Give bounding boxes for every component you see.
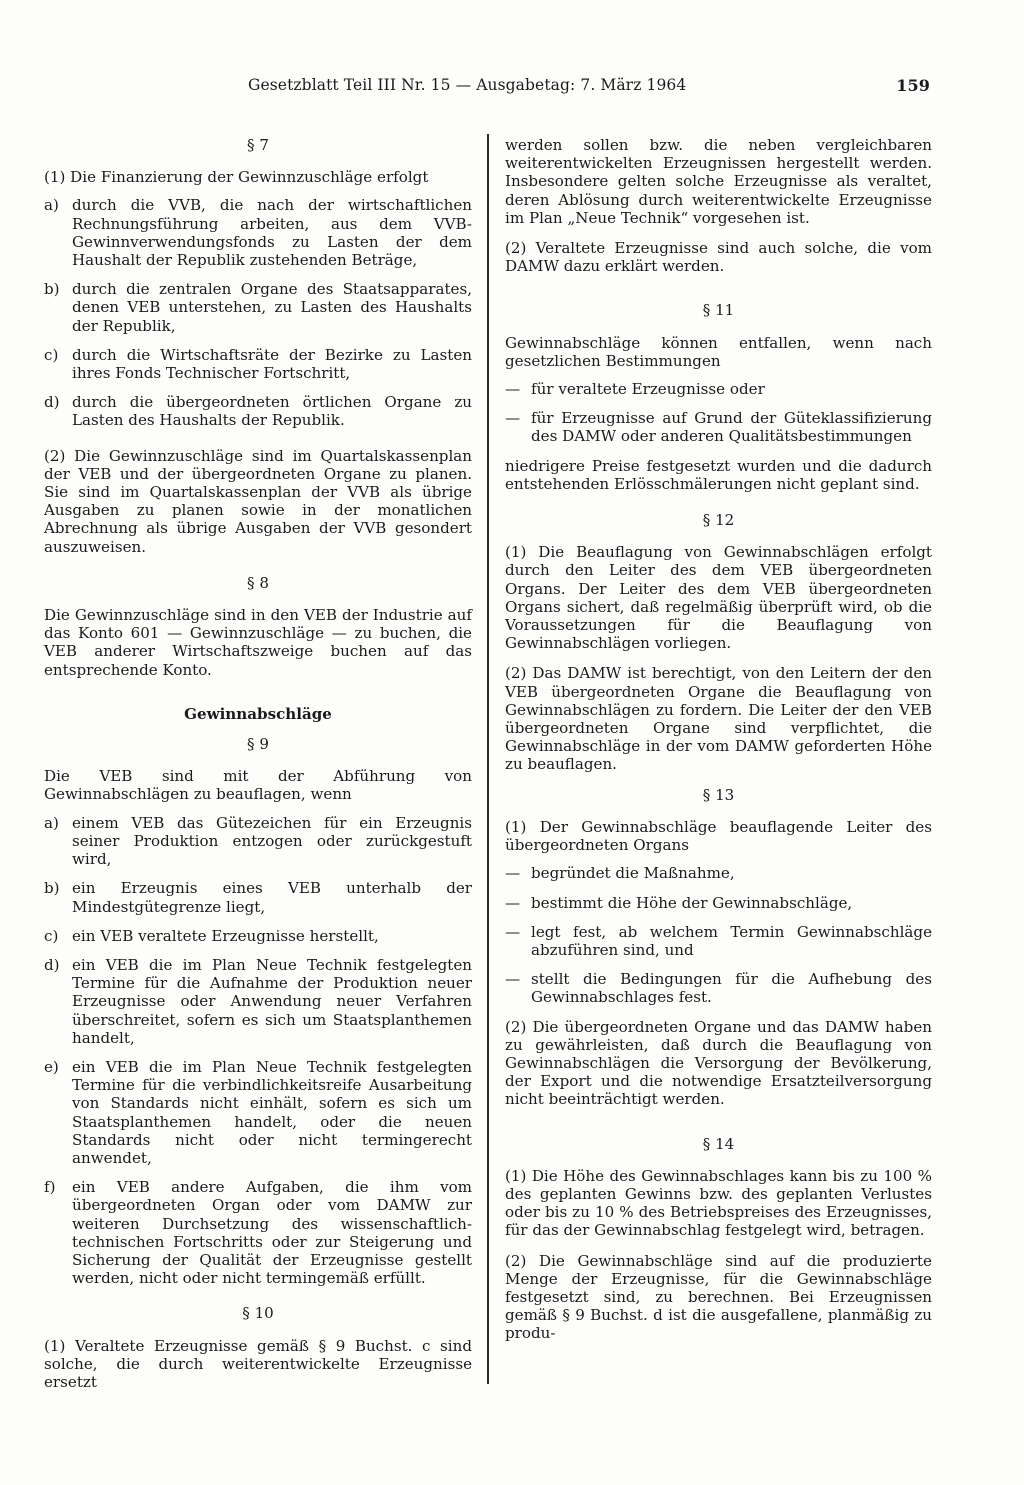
list-label: — bbox=[505, 893, 521, 912]
list-text: ein Erzeugnis eines VEB unterhalb der Mindestgütegrenze liegt, bbox=[72, 879, 472, 916]
paragraph: (2) Das DAMW ist berechtigt, von den Leitern der den VEB übergeordneten Organe die Beauflagung von Gewinnabschlägen zu fordern. Die Leiter der den VEB übergeordneten Organe sind verpflichtet, die Gewinnabschläge in der vom DAMW geforderten Höhe zu beauflagen. bbox=[505, 664, 932, 774]
list-text: begründet die Maßnahme, bbox=[531, 864, 735, 883]
list-label: — bbox=[505, 970, 521, 989]
list-item bbox=[505, 894, 932, 912]
list-text: legt fest, ab welchem Termin Gewinnabschläge abzuführen sind, und bbox=[531, 922, 932, 959]
list-text: für Erzeugnisse auf Grund der Güteklassifizierung des DAMW oder anderen Qualitätsbestimmungen bbox=[531, 409, 932, 446]
paragraph: niedrigere Preise festgesetzt wurden und die dadurch entstehenden Erlösschmälerungen nicht geplant sind. bbox=[505, 456, 932, 493]
list-text: ein VEB die im Plan Neue Technik festgelegten Termine für die verbindlichkeitsreife Ausarbeitung von Standards nicht einhält, sofern es sich um Staatsplanthemen handelt, oder die neuen Standards nicht oder nicht termingerecht anwendet, bbox=[72, 1057, 472, 1167]
section-heading-11: § 11 bbox=[702, 301, 735, 320]
list-item bbox=[44, 1178, 472, 1287]
column-divider bbox=[487, 134, 489, 1384]
list-label: a) bbox=[44, 196, 59, 215]
paragraph: (1) Veraltete Erzeugnisse gemäß § 9 Buchst. c sind solche, die durch weiterentwickelte Erzeugnisse ersetzt bbox=[44, 1336, 472, 1391]
paragraph: (1) Die Finanzierung der Gewinnzuschläge erfolgt bbox=[44, 168, 429, 187]
page-number: 159 bbox=[896, 76, 930, 95]
section-heading-9: § 9 bbox=[247, 735, 269, 754]
list-item bbox=[44, 956, 472, 1047]
paragraph: (2) Die Gewinnabschläge sind auf die produzierte Menge der Erzeugnisse, für die Gewinnabschläge festgesetzt sind, zu berechnen. Bei Erzeugnissen gemäß § 9 Buchst. d ist die ausgefallene, planmäßig zu produ- bbox=[505, 1251, 932, 1343]
list-item bbox=[44, 196, 472, 269]
list-text: durch die übergeordneten örtlichen Organe zu Lasten des Haushalts der Republik. bbox=[72, 393, 472, 430]
paragraph: (2) Die Gewinnzuschläge sind im Quartalskassenplan der VEB und der übergeordneten Organe zu planen. Sie sind im Quartalskassenplan der VVB als übrige Ausgaben zu planen sowie in der monatlichen Abrechnung als übrige Ausgaben der VVB gesondert auszuweisen. bbox=[44, 446, 472, 556]
list-item bbox=[44, 346, 472, 382]
section-heading-7: § 7 bbox=[247, 136, 269, 154]
list-text: durch die VVB, die nach der wirtschaftlichen Rechnungsführung arbeiten, aus dem VVB-Gewinnverwendungsfonds zu Lasten der dem Haushalt der Republik zustehenden Beträge, bbox=[72, 196, 472, 270]
section-heading-8: § 8 bbox=[247, 573, 269, 592]
list-label: f) bbox=[44, 1178, 56, 1197]
list-item bbox=[505, 409, 932, 445]
list-label: — bbox=[505, 409, 521, 428]
list-item bbox=[505, 970, 932, 1006]
list-item bbox=[44, 814, 472, 869]
list-item bbox=[44, 927, 472, 945]
list-label: b) bbox=[44, 280, 60, 299]
paragraph: (1) Die Beauflagung von Gewinnabschlägen erfolgt durch den Leiter des dem VEB übergeordneten Organs. Der Leiter des dem VEB übergeordneten Organs sichert, daß regelmäßig überprüft wird, ob die Voraussetzungen für die Beauflagung von Gewinnabschlägen vorliegen. bbox=[505, 543, 932, 653]
header-title: Gesetzblatt Teil III Nr. 15 — Ausgabetag: 7. März 1964 bbox=[248, 76, 687, 94]
list-item bbox=[505, 380, 932, 398]
paragraph: (1) Die Höhe des Gewinnabschlages kann bis zu 100 % des geplanten Gewinns bzw. des geplanten Verlustes oder bis zu 10 % des Betriebspreises des Erzeugnisses, für das der Gewinnabschlag festgelegt wird, betragen. bbox=[505, 1166, 932, 1240]
list-label: — bbox=[505, 864, 521, 883]
list-item bbox=[44, 280, 472, 335]
list-text: stellt die Bedingungen für die Aufhebung des Gewinnabschlages fest. bbox=[531, 970, 932, 1007]
list-label: — bbox=[505, 922, 521, 941]
paragraph: Die Gewinnzuschläge sind in den VEB der Industrie auf das Konto 601 — Gewinnzuschläge — zu buchen, die VEB anderer Wirtschaftszweige buchen auf das entsprechende Konto. bbox=[44, 606, 472, 679]
list-text: bestimmt die Höhe der Gewinnabschläge, bbox=[531, 893, 853, 912]
paragraph: Die VEB sind mit der Abführung von Gewinnabschlägen zu beauflagen, wenn bbox=[44, 767, 472, 804]
list-item bbox=[44, 393, 472, 429]
left-column bbox=[44, 136, 472, 1403]
list-label: c) bbox=[44, 926, 59, 945]
list-item bbox=[44, 1058, 472, 1167]
list-text: durch die zentralen Organe des Staatsapparates, denen VEB unterstehen, zu Lasten des Haushalts der Republik, bbox=[72, 280, 472, 335]
section-heading-12: § 12 bbox=[702, 511, 735, 530]
right-column bbox=[505, 136, 932, 1355]
paragraph: werden sollen bzw. die neben vergleichbaren weiterentwickelten Erzeugnissen hergestellt werden. Insbesondere gelten solche Erzeugnisse als veraltet, deren Ablösung durch weiterentwickelte Erzeugnisse im Plan „Neue Technik“ vorgesehen ist. bbox=[505, 136, 932, 227]
section-heading-14: § 14 bbox=[702, 1134, 735, 1153]
list-text: ein VEB die im Plan Neue Technik festgelegten Termine für die Aufnahme der Produktion neuer Erzeugnisse oder Anwendung neuer Verfahren überschreitet, sofern es sich um Staatsplanthemen handelt, bbox=[72, 955, 472, 1047]
list-label: d) bbox=[44, 393, 60, 412]
list-label: a) bbox=[44, 813, 59, 832]
section-heading-10: § 10 bbox=[242, 1304, 274, 1323]
list-item bbox=[505, 864, 932, 882]
list-label: e) bbox=[44, 1057, 59, 1076]
list-label: c) bbox=[44, 345, 59, 364]
paragraph: Gewinnabschläge können entfallen, wenn nach gesetzlichen Bestimmungen bbox=[505, 333, 932, 370]
list-text: ein VEB veraltete Erzeugnisse herstellt, bbox=[72, 926, 379, 945]
list-label: — bbox=[505, 380, 521, 399]
paragraph: (1) Der Gewinnabschläge beauflagende Leiter des übergeordneten Organs bbox=[505, 817, 932, 855]
list-label: b) bbox=[44, 879, 60, 898]
paragraph: (2) Veraltete Erzeugnisse sind auch solche, die vom DAMW dazu erklärt werden. bbox=[505, 239, 932, 276]
list-item bbox=[44, 879, 472, 915]
list-label: d) bbox=[44, 955, 60, 974]
list-item bbox=[505, 923, 932, 959]
list-text: ein VEB andere Aufgaben, die ihm vom übergeordneten Organ oder vom DAMW zur weiteren Durchsetzung des wissenschaftlich-technischen Fortschritts oder zur Steigerung und Sicherung der Qualität der Erzeugnisse gestellt werden, nicht oder nicht termingemäß erfüllt. bbox=[72, 1178, 472, 1288]
list-text: einem VEB das Gütezeichen für ein Erzeugnis seiner Produktion entzogen oder zurückgestuft wird, bbox=[72, 813, 472, 869]
subheading: Gewinnabschläge bbox=[184, 704, 332, 723]
paragraph: (2) Die übergeordneten Organe und das DAMW haben zu gewährleisten, daß durch die Beauflagung von Gewinnabschlägen die Versorgung der Bevölkerung, der Export und die notwendige Ersatzteilversorgung nicht beeinträchtigt werden. bbox=[505, 1017, 932, 1109]
list-text: durch die Wirtschaftsräte der Bezirke zu Lasten ihres Fonds Technischer Fortschritt, bbox=[72, 345, 472, 383]
list-text: für veraltete Erzeugnisse oder bbox=[531, 380, 765, 399]
page-header bbox=[248, 76, 930, 94]
section-heading-13: § 13 bbox=[702, 785, 735, 804]
